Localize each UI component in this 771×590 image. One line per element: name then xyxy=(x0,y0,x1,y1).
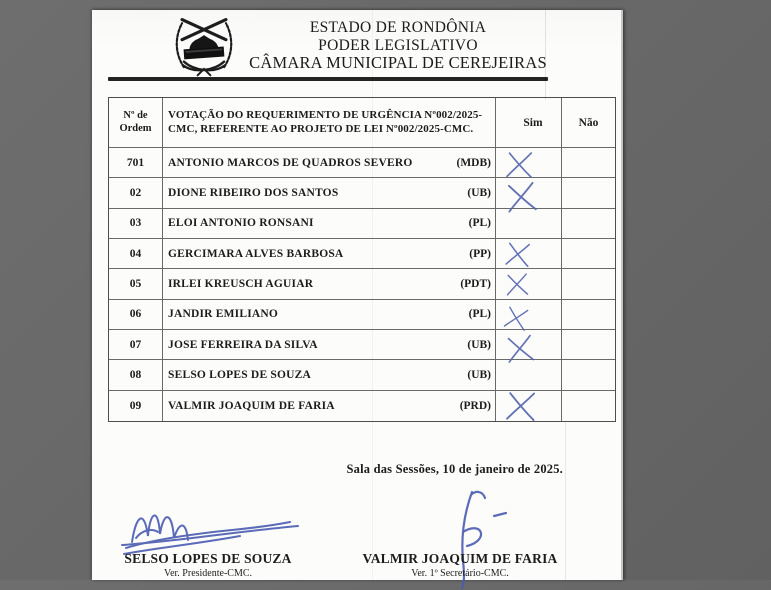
col-header-sim: Sim xyxy=(496,98,562,148)
vote-x-mark xyxy=(504,390,539,423)
col-header-order: Nº de Ordem xyxy=(109,98,163,148)
vote-x-mark xyxy=(502,304,531,332)
nao-vote-cell xyxy=(562,300,615,330)
sim-vote-cell xyxy=(496,360,562,390)
councilor-name: ELOI ANTONIO RONSANI xyxy=(168,217,314,230)
order-number: 07 xyxy=(129,338,142,351)
col-header-subject: VOTAÇÃO DO REQUERIMENTO DE URGÊNCIA Nº002/2025-CMC, REFERENTE AO PROJETO DE LEI Nº002/2025-CMC. xyxy=(163,98,496,148)
sim-vote-cell xyxy=(496,239,562,269)
table-row xyxy=(109,209,615,239)
sim-vote-cell xyxy=(496,391,562,421)
voting-table xyxy=(108,97,616,422)
party-label: (MDB) xyxy=(456,156,491,169)
vote-x-mark xyxy=(505,273,531,297)
nao-vote-cell xyxy=(562,360,615,390)
state-title: ESTADO DE RONDÔNIA xyxy=(309,19,487,36)
sim-vote-cell xyxy=(496,269,562,299)
party-label: (UB) xyxy=(467,338,491,351)
table-row xyxy=(109,269,615,299)
vote-x-mark xyxy=(504,181,540,215)
party-label: (PDT) xyxy=(460,277,491,290)
secretary-name: VALMIR JOAQUIM DE FARIA xyxy=(362,551,558,566)
president-name: SELSO LOPES DE SOUZA xyxy=(124,551,292,566)
signature-block-secretary xyxy=(340,551,580,579)
nao-vote-cell xyxy=(562,209,615,239)
order-number: 09 xyxy=(129,399,142,412)
session-date-line: Sala das Sessões, 10 de janeiro de 2025. xyxy=(346,462,563,476)
order-number: 04 xyxy=(129,247,142,260)
councilor-name: IRLEI KREUSCH AGUIAR xyxy=(168,277,314,290)
party-label: (UB) xyxy=(467,186,491,199)
councilor-name: ANTONIO MARCOS DE QUADROS SEVERO xyxy=(168,156,413,169)
order-number: 02 xyxy=(129,186,142,199)
secretary-title: Ver. 1º Secretário-CMC. xyxy=(411,568,509,579)
nao-vote-cell xyxy=(562,269,615,299)
col-header-nao: Não xyxy=(562,98,615,148)
order-number: 08 xyxy=(129,368,142,381)
table-row xyxy=(109,178,615,208)
councilor-name: DIONE RIBEIRO DOS SANTOS xyxy=(168,186,339,199)
party-label: (PL) xyxy=(468,217,491,230)
order-number: 03 xyxy=(129,217,142,230)
sim-vote-cell xyxy=(496,330,562,360)
table-row xyxy=(109,391,615,421)
party-label: (PL) xyxy=(468,308,491,321)
order-number: 06 xyxy=(129,308,142,321)
nao-vote-cell xyxy=(562,239,615,269)
nao-vote-cell xyxy=(562,148,615,178)
sim-vote-cell xyxy=(496,300,562,330)
party-label: (PRD) xyxy=(459,399,491,412)
table-row xyxy=(109,300,615,330)
nao-vote-cell xyxy=(562,391,615,421)
councilor-name: SELSO LOPES DE SOUZA xyxy=(168,368,312,381)
table-row xyxy=(109,330,615,360)
chamber-title: CÂMARA MUNICIPAL DE CEREJEIRAS xyxy=(249,53,547,73)
councilor-name: JANDIR EMILIANO xyxy=(168,308,279,321)
vote-x-mark xyxy=(504,241,534,269)
table-row xyxy=(109,239,615,269)
party-label: (PP) xyxy=(469,247,491,260)
councilor-name: VALMIR JOAQUIM DE FARIA xyxy=(168,399,335,412)
order-number: 701 xyxy=(126,156,145,169)
vote-x-mark xyxy=(504,150,535,179)
party-label: (UB) xyxy=(467,368,491,381)
letterhead xyxy=(212,19,584,73)
branch-title: PODER LEGISLATIVO xyxy=(318,36,478,54)
sim-vote-cell xyxy=(496,148,562,178)
table-row xyxy=(109,360,615,390)
scanned-document-page xyxy=(92,10,623,580)
table-header-row xyxy=(109,98,615,148)
table-row xyxy=(109,148,615,178)
sim-vote-cell xyxy=(496,178,562,208)
president-title: Ver. Presidente-CMC. xyxy=(163,568,253,579)
signature-block-president xyxy=(102,551,314,579)
councilor-name: JOSE FERREIRA DA SILVA xyxy=(168,338,318,351)
header-divider xyxy=(108,77,548,81)
nao-vote-cell xyxy=(562,178,615,208)
councilor-name: GERCIMARA ALVES BARBOSA xyxy=(168,247,344,260)
nao-vote-cell xyxy=(562,330,615,360)
order-number: 05 xyxy=(129,277,142,290)
vote-x-mark xyxy=(504,334,537,365)
